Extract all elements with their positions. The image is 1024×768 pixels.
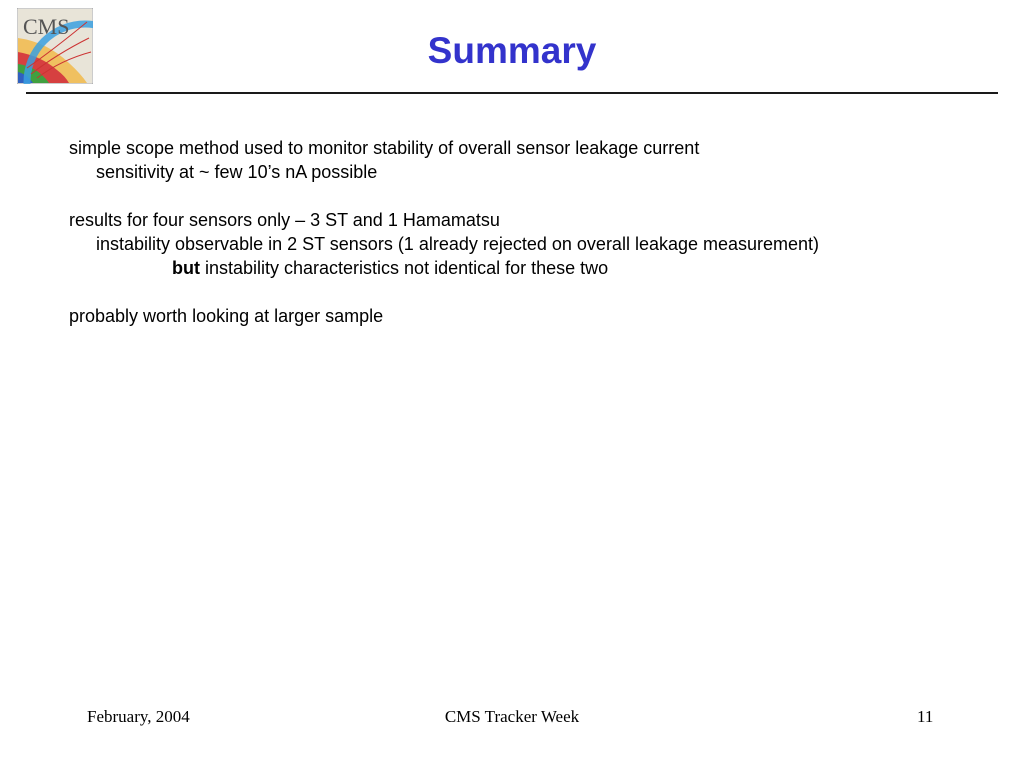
bullet-line: probably worth looking at larger sample: [69, 306, 384, 326]
emphasis-text: but: [172, 258, 200, 278]
title-divider: [26, 92, 998, 94]
bullet-line: results for four sensors only – 3 ST and 1 Hamamatsu: [69, 210, 500, 230]
sub-bullet-line: instability observable in 2 ST sensors (1 already rejected on overall leakage measurement): [96, 234, 820, 254]
footer-date: February, 2004: [87, 707, 190, 726]
svg-text:CMS: CMS: [23, 14, 70, 39]
sub-bullet-line: sensitivity at ~ few 10’s nA possible: [96, 162, 378, 182]
footer-event: CMS Tracker Week: [444, 707, 580, 726]
page-number: 11: [917, 707, 934, 726]
line-text: instability characteristics not identical for these two: [199, 258, 609, 278]
slide-footer: [0, 707, 1024, 729]
slide-title: Summary: [427, 30, 597, 71]
bullet-line: simple scope method used to monitor stability of overall sensor leakage current: [69, 138, 700, 158]
sub-sub-bullet-line: [172, 256, 608, 280]
